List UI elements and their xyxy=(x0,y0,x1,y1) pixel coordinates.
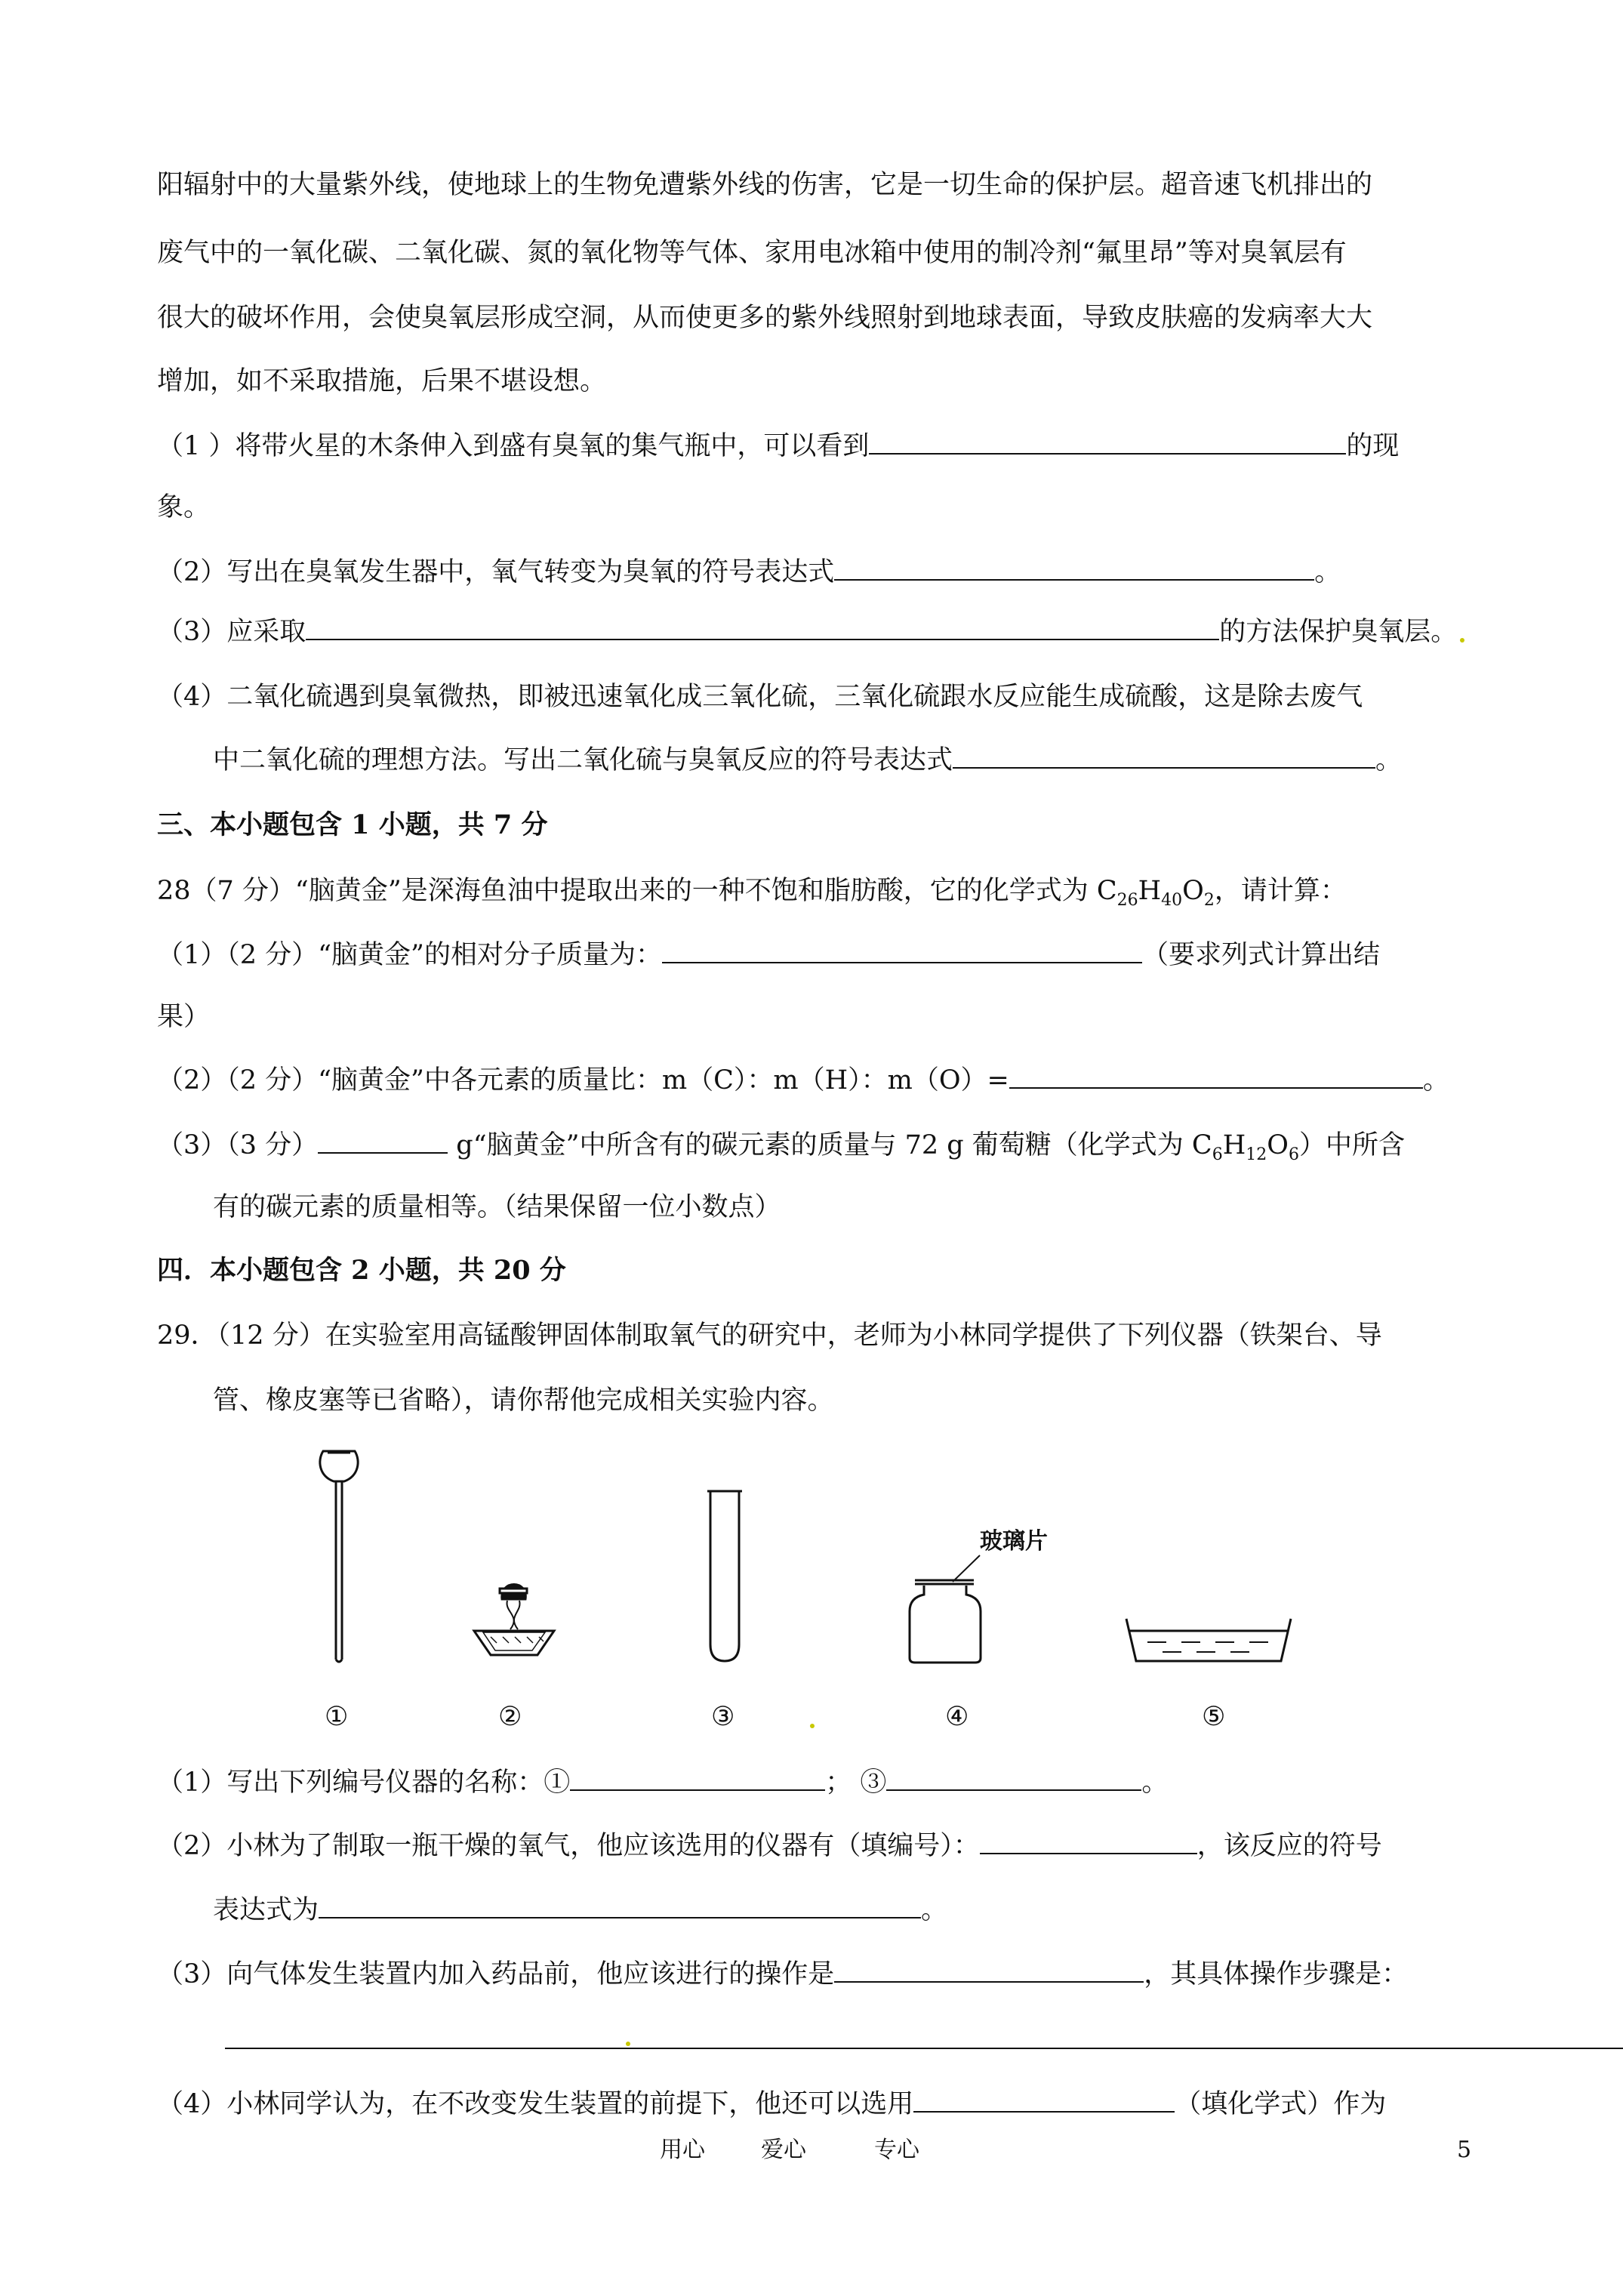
para-line-1: 阳辐射中的大量紫外线，使地球上的生物免遭紫外线的伤害，它是一切生命的保护层。超音速飞机排出的 xyxy=(157,170,1373,200)
q27-part1-cont: 象。 xyxy=(157,492,211,522)
q29-part3: （3）向气体发生装置内加入药品前，他应该进行的操作是 ，其具体操作步骤是： xyxy=(157,1959,1409,1989)
q27-part3: （3）应采取 的方法保护臭氧层。 xyxy=(157,617,1458,647)
test-tube-icon xyxy=(707,1491,742,1661)
answer-blank[interactable] xyxy=(570,1767,825,1791)
q27-part2: （2）写出在臭氧发生器中，氧气转变为臭氧的符号表达式 。 xyxy=(157,557,1341,587)
q27-part4-cont: 中二氧化硫的理想方法。写出二氧化硫与臭氧反应的符号表达式 。 xyxy=(213,745,1403,775)
q29-part4: （4）小林同学认为，在不改变发生装置的前提下，他还可以选用 （填化学式）作为 xyxy=(157,2089,1387,2119)
answer-line[interactable] xyxy=(225,2048,1623,2049)
q29-part2: （2）小林为了制取一瓶干燥的氧气，他应该选用的仪器有（填编号）： ，该反应的符号 xyxy=(157,1831,1382,1861)
footer-mid: 爱心 xyxy=(761,2137,806,2163)
q28-part3: （3）（3 分） g“脑黄金”中所含有的碳元素的质量与 72 g 葡萄糖（化学式为 $C_6H_{12}O_6$）中所含 xyxy=(157,1130,1405,1164)
long-neck-funnel-icon xyxy=(320,1451,358,1662)
alcohol-lamp-icon xyxy=(474,1585,554,1656)
answer-blank[interactable] xyxy=(886,1767,1141,1791)
q28-part3-cont: 有的碳元素的质量相等。（结果保留一位小数点） xyxy=(213,1192,781,1222)
q29-part1: （1）写出下列编号仪器的名称：① ； ③ 。 xyxy=(157,1767,1169,1798)
apparatus-label-2: ② xyxy=(498,1702,522,1732)
footer-right: 专心 xyxy=(874,2137,919,2163)
speck xyxy=(810,1724,815,1728)
apparatus-label-1: ① xyxy=(325,1702,349,1732)
para-line-2: 废气中的一氧化碳、二氧化碳、氮的氧化物等气体、家用电冰箱中使用的制冷剂“氟里昂”等对臭氧层有 xyxy=(157,238,1347,268)
q28-part1-cont: 果） xyxy=(157,1002,211,1032)
section-4-heading: 四．本小题包含 2 小题，共 20 分 xyxy=(157,1255,566,1286)
q27-part1: （1 ）将带火星的木条伸入到盛有臭氧的集气瓶中，可以看到 的现 xyxy=(157,431,1400,461)
q28-intro: 28（7 分）“脑黄金”是深海鱼油中提取出来的一种不饱和脂肪酸，它的化学式为 $C_{26}H_{40}O_2$，请计算： xyxy=(157,876,1347,910)
footer-left: 用心 xyxy=(660,2137,705,2163)
answer-blank[interactable] xyxy=(980,1830,1197,1854)
speck xyxy=(626,2042,630,2046)
q28-part2: （2）（2 分）“脑黄金”中各元素的质量比：m（C）：m（H）：m（O）= 。 xyxy=(157,1065,1449,1096)
q29-intro-2: 管、橡皮塞等已省略），请你帮他完成相关实验内容。 xyxy=(213,1385,834,1416)
page-number: 5 xyxy=(1457,2137,1472,2163)
q29-intro-1: 29．（12 分）在实验室用高锰酸钾固体制取氧气的研究中，老师为小林同学提供了下列仪器（铁架台、导 xyxy=(157,1321,1382,1351)
apparatus-label-5: ⑤ xyxy=(1202,1702,1226,1732)
answer-blank[interactable] xyxy=(319,1894,921,1918)
speck xyxy=(1460,638,1464,643)
water-trough-icon xyxy=(1126,1619,1291,1661)
glass-plate-label: 玻璃片 xyxy=(980,1528,1048,1555)
section-3-heading: 三、本小题包含 1 小题，共 7 分 xyxy=(157,809,548,840)
q29-part2-cont: 表达式为 。 xyxy=(213,1895,948,1925)
gas-collecting-bottle-icon xyxy=(910,1555,981,1663)
answer-blank[interactable] xyxy=(913,2088,1175,2113)
q28-part1: （1）（2 分）“脑黄金”的相对分子质量为： （要求列式计算出结 xyxy=(157,940,1380,970)
apparatus-label-3: ③ xyxy=(711,1702,735,1732)
para-line-4: 增加，如不采取措施，后果不堪设想。 xyxy=(157,366,607,396)
para-line-3: 很大的破坏作用，会使臭氧层形成空洞，从而使更多的紫外线照射到地球表面，导致皮肤癌的发病率大大 xyxy=(157,303,1373,333)
q27-part4: （4）二氧化硫遇到臭氧微热，即被迅速氧化成三氧化硫，三氧化硫跟水反应能生成硫酸，这是除去废气 xyxy=(157,682,1363,712)
apparatus-label-4: ④ xyxy=(945,1702,969,1732)
answer-blank[interactable] xyxy=(834,1959,1144,1983)
